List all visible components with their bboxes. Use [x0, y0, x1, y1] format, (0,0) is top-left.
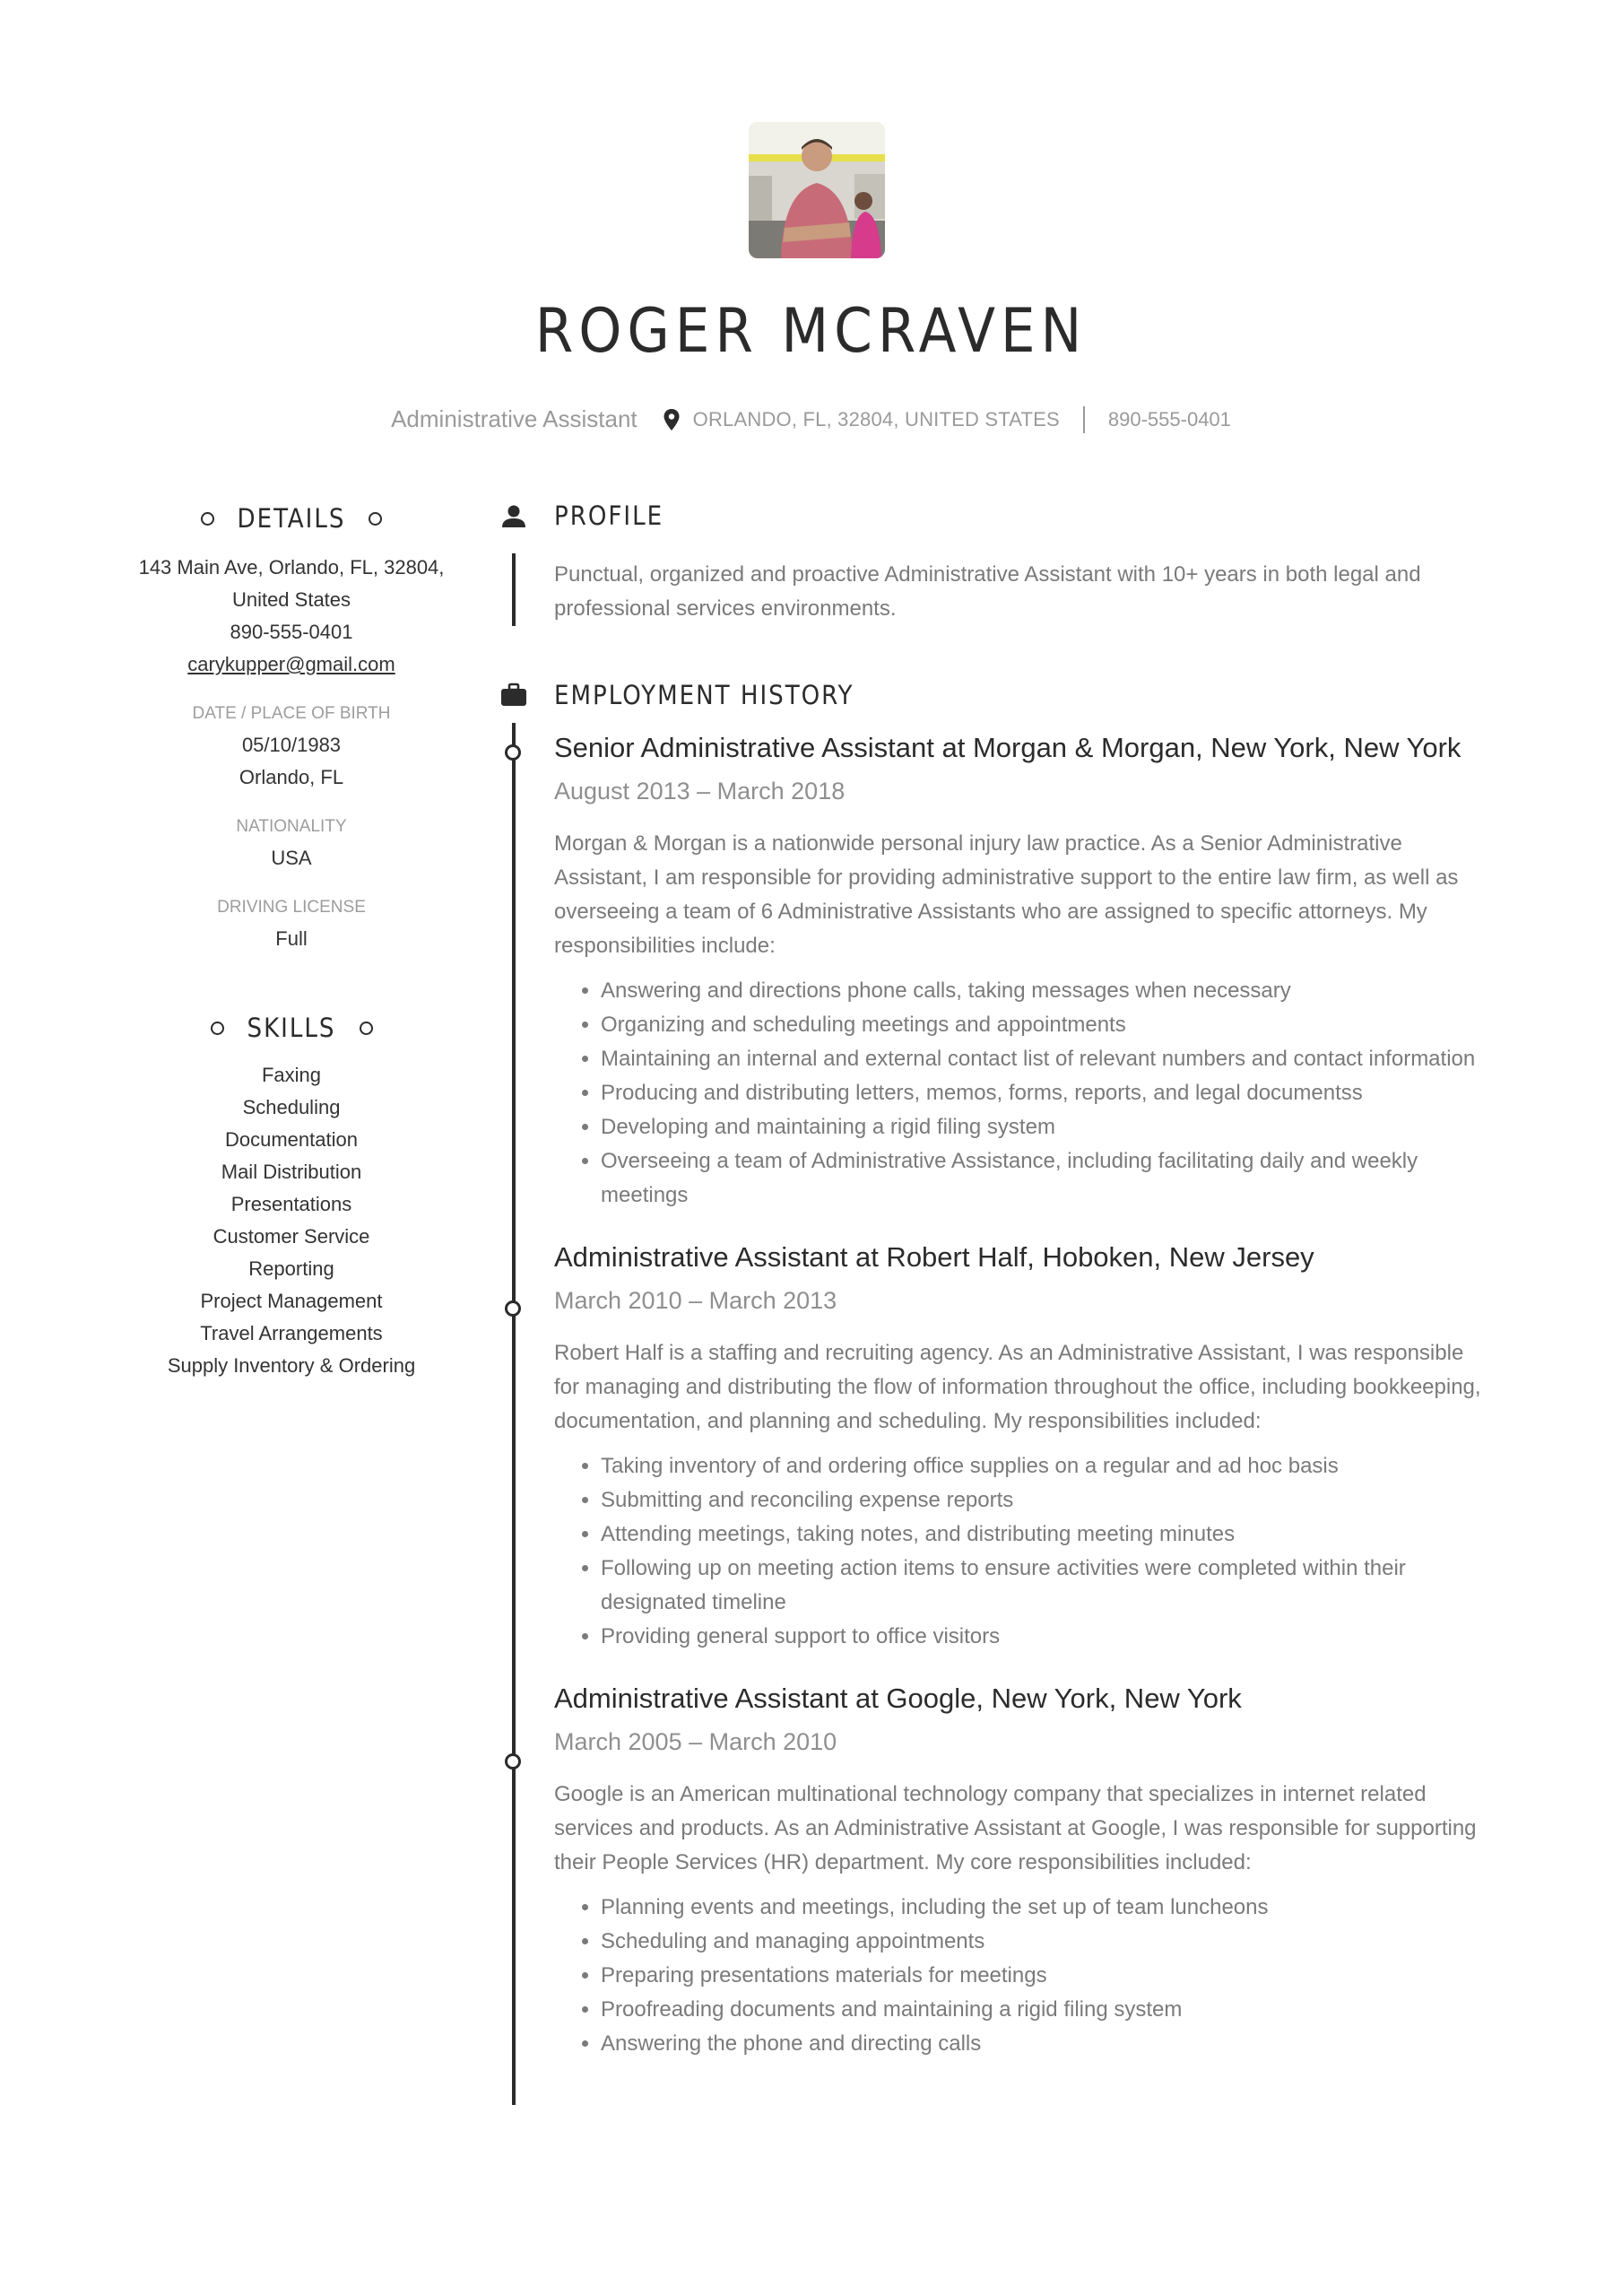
- list-item: • Taking inventory of and ordering office supplies on a regular and ad hoc basis: [601, 1449, 1487, 1483]
- skill-item: Documentation: [225, 1128, 358, 1151]
- list-item: • Scheduling and managing appointments: [601, 1925, 1487, 1959]
- candidate-name: ROGER MCRAVEN: [534, 296, 1088, 367]
- job-dates: March 2010 – March 2013: [554, 1287, 837, 1314]
- job-responsibilities: [554, 1449, 1487, 1654]
- address-line-2: United States: [231, 588, 351, 611]
- person-icon: [499, 501, 529, 532]
- nationality-label: NATIONALITY: [236, 817, 347, 836]
- list-item: • Proofreading documents and maintaining a rigid filing system: [601, 1993, 1487, 2027]
- job-title: Administrative Assistant at Robert Half, Hoboken, New Jersey: [554, 1241, 1314, 1273]
- details-phone: 890-555-0401: [230, 621, 353, 643]
- circle-icon: [211, 1022, 224, 1035]
- license: Full: [275, 927, 308, 950]
- job-title: Administrative Assistant: [391, 405, 638, 432]
- skill-item: Mail Distribution: [221, 1161, 362, 1183]
- details-title: DETAILS: [237, 503, 346, 534]
- job-entry: [554, 1238, 1487, 1654]
- job-title: Administrative Assistant at Google, New York, New York: [554, 1683, 1242, 1714]
- main-content: [554, 495, 1487, 2061]
- list-item: • Overseeing a team of Administrative Assistance, including facilitating daily and weekly meetings: [601, 1144, 1487, 1213]
- circle-icon: [369, 512, 382, 526]
- list-item: • Organizing and scheduling meetings and appointments: [601, 1008, 1487, 1042]
- skill-item: Faxing: [261, 1064, 322, 1086]
- circle-icon: [201, 512, 214, 526]
- list-item: • Preparing presentations materials for meetings: [601, 1959, 1487, 1993]
- list-item: • Providing general support to office visitors: [601, 1620, 1487, 1654]
- timeline-node: [505, 1753, 521, 1770]
- list-item: • Maintaining an internal and external contact list of relevant numbers and contact information: [601, 1042, 1487, 1076]
- skill-item: Supply Inventory & Ordering: [167, 1354, 416, 1377]
- location-pin-icon: [663, 408, 681, 431]
- skills-title: SKILLS: [247, 1013, 336, 1043]
- skills-heading: [134, 1007, 448, 1048]
- skill-item: Project Management: [200, 1290, 383, 1312]
- list-item: • Producing and distributing letters, memos, forms, reports, and legal documentss: [601, 1076, 1487, 1110]
- header-phone: 890-555-0401: [1107, 407, 1231, 430]
- job-responsibilities: [554, 1891, 1487, 2061]
- list-item: • Following up on meeting action items to ensure activities were completed within their designated timeline: [601, 1552, 1487, 1620]
- profile-photo: [749, 122, 885, 258]
- header-location: ORLANDO, FL, 32804, UNITED STATES: [692, 407, 1060, 430]
- circle-icon: [360, 1022, 373, 1035]
- divider: [1083, 406, 1085, 433]
- skill-item: Customer Service: [213, 1225, 370, 1248]
- birth-date: 05/10/1983: [241, 734, 342, 756]
- job-description: Google is an American multinational technology company that specializes in internet related services and products. As an Administrative Assistant at Google, I was responsible for supporting their People Services (HR) department. My core responsibilities included:: [554, 1782, 1477, 1874]
- list-item: • Submitting and reconciling expense reports: [601, 1483, 1487, 1518]
- details-heading: [134, 498, 448, 539]
- job-responsibilities: [554, 974, 1487, 1213]
- job-dates: August 2013 – March 2018: [554, 778, 846, 804]
- job-dates: March 2005 – March 2010: [554, 1728, 837, 1755]
- job-description: Morgan & Morgan is a nationwide personal injury law practice. As a Senior Administrative Assistant, I am responsible for providing administrative support to the entire law firm, as well as overseeing a team of 6 Administrative Assistants who are assigned to specific attorneys. My responsibilities include:: [554, 831, 1459, 958]
- list-item: • Attending meetings, taking notes, and distributing meeting minutes: [601, 1518, 1487, 1552]
- skill-item: Reporting: [248, 1257, 334, 1280]
- job-entry: [554, 728, 1487, 1213]
- timeline-node: [505, 1300, 521, 1317]
- timeline-line: [512, 553, 516, 2105]
- list-item: • Planning events and meetings, including the set up of team luncheons: [601, 1891, 1487, 1925]
- skill-item: Presentations: [230, 1193, 352, 1215]
- contact-line: [0, 405, 1622, 433]
- birth-place: Orlando, FL: [239, 766, 344, 788]
- profile-text: Punctual, organized and proactive Administrative Assistant with 10+ years in both legal and professional services environments.: [554, 562, 1421, 621]
- skill-item: Scheduling: [242, 1096, 341, 1118]
- list-item: • Answering the phone and directing calls: [601, 2027, 1487, 2061]
- job-title: Senior Administrative Assistant at Morgan & Morgan, New York, New York: [554, 732, 1462, 763]
- job-entry: [554, 1679, 1487, 2061]
- birth-label: DATE / PLACE OF BIRTH: [192, 704, 391, 723]
- job-description: Robert Half is a staffing and recruiting agency. As an Administrative Assistant, I was responsible for managing and distributing the flow of information throughout the office, including bookkeeping, documentation, and planning and scheduling. My responsibilities included:: [554, 1341, 1481, 1433]
- license-label: DRIVING LICENSE: [217, 898, 366, 917]
- list-item: • Developing and maintaining a rigid filing system: [601, 1110, 1487, 1144]
- timeline-node: [505, 744, 521, 761]
- briefcase-icon: [499, 680, 529, 710]
- list-item: • Answering and directions phone calls, taking messages when necessary: [601, 974, 1487, 1008]
- address-line-1: 143 Main Ave, Orlando, FL, 32804,: [138, 556, 445, 578]
- employment-title: EMPLOYMENT HISTORY: [554, 680, 854, 710]
- email-link[interactable]: carykupper@gmail.com: [187, 653, 395, 675]
- skill-item: Travel Arrangements: [200, 1322, 383, 1344]
- skills-section: [134, 1007, 448, 1382]
- nationality: USA: [271, 847, 312, 869]
- sidebar: [134, 498, 448, 1382]
- profile-title: PROFILE: [554, 500, 664, 531]
